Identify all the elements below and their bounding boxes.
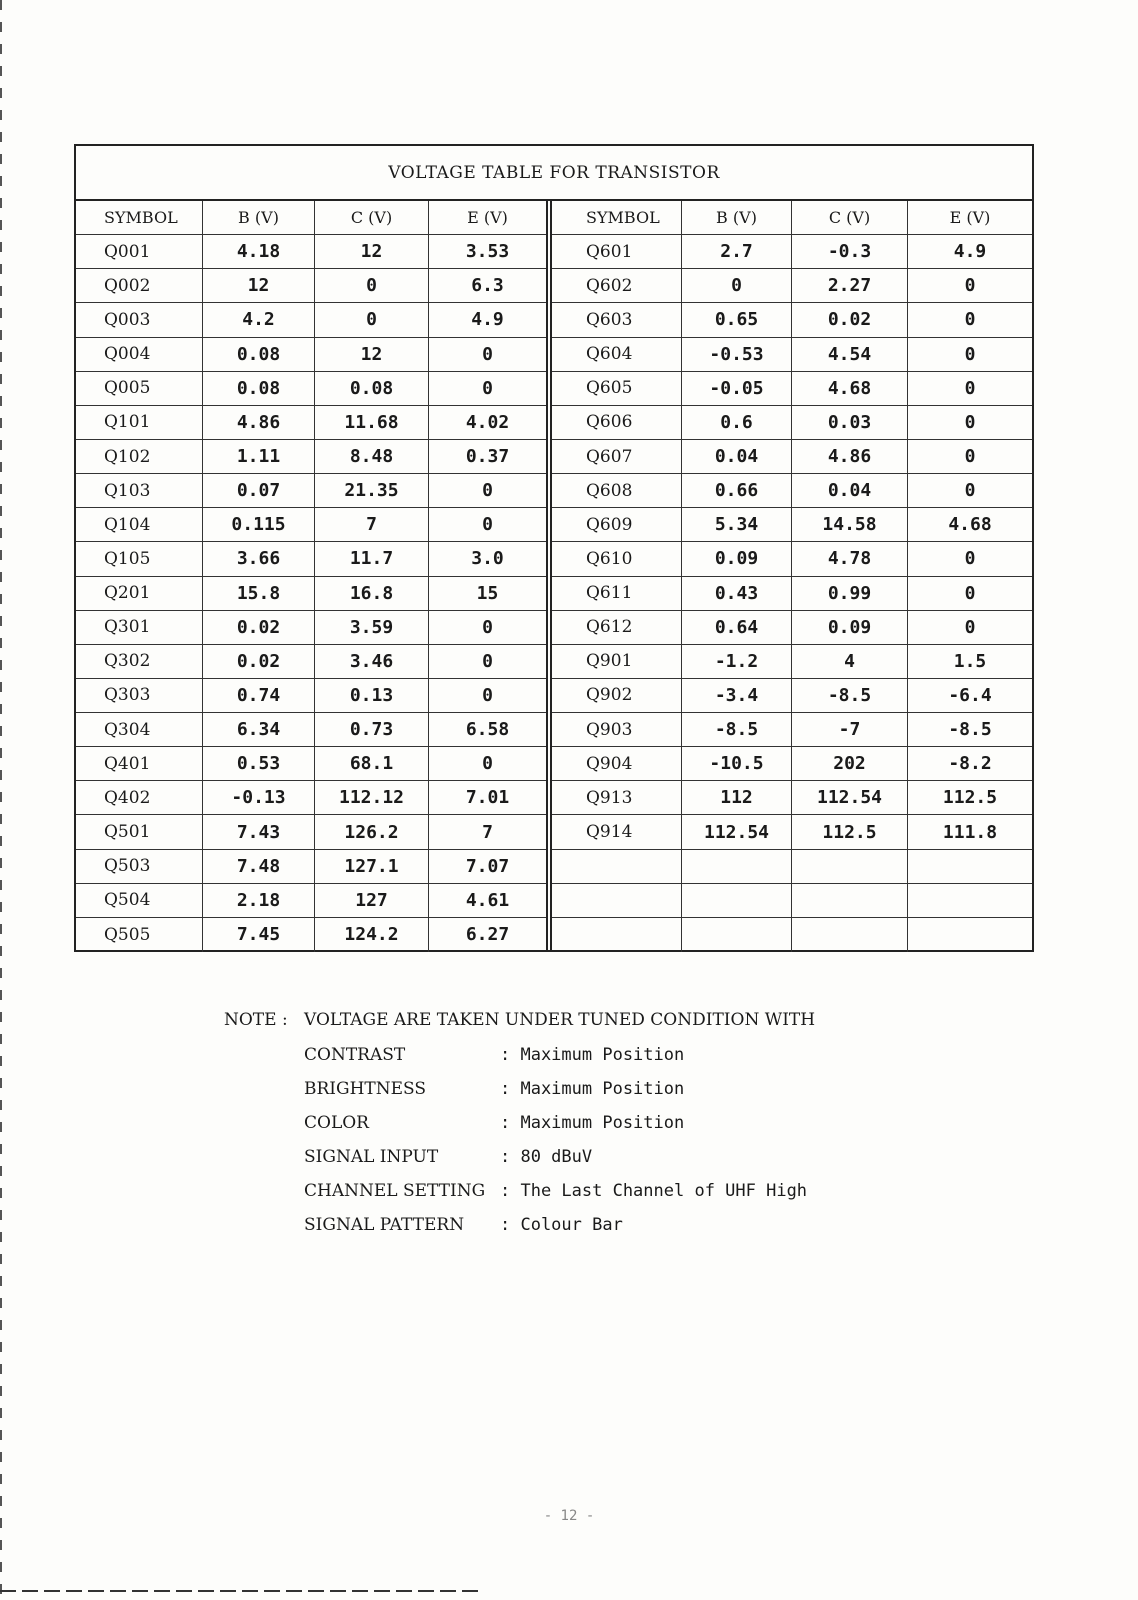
right-row-4-col-0: Q605 — [552, 372, 681, 406]
left-row-2-col-1: 4.2 — [202, 303, 314, 337]
left-row-6-col-1: 1.11 — [202, 440, 314, 474]
left-row-3-col-1: 0.08 — [202, 338, 314, 372]
scan-edge-marks — [0, 0, 2, 1600]
right-row-20-col-2 — [791, 918, 907, 952]
note-label: NOTE : — [224, 1010, 288, 1030]
right-header-3: E (V) — [907, 201, 1032, 235]
left-row-0-col-2: 12 — [314, 235, 428, 269]
right-row-17-col-1: 112.54 — [681, 815, 791, 849]
left-row-11-col-3: 0 — [428, 611, 546, 645]
left-row-1-col-3: 6.3 — [428, 269, 546, 303]
left-row-12-col-2: 3.46 — [314, 645, 428, 679]
right-row-19-col-1 — [681, 884, 791, 918]
left-row-3-col-3: 0 — [428, 338, 546, 372]
right-row-18-col-2 — [791, 850, 907, 884]
left-row-11-col-0: Q301 — [76, 611, 202, 645]
right-row-5-col-2: 0.03 — [791, 406, 907, 440]
right-row-16-col-0: Q913 — [552, 781, 681, 815]
left-row-9-col-3: 3.0 — [428, 542, 546, 576]
left-row-2-col-2: 0 — [314, 303, 428, 337]
right-row-14-col-2: -7 — [791, 713, 907, 747]
note-condition-row — [304, 1208, 815, 1242]
left-row-13-col-3: 0 — [428, 679, 546, 713]
left-row-8-col-1: 0.115 — [202, 508, 314, 542]
left-row-1-col-2: 0 — [314, 269, 428, 303]
left-row-19-col-2: 127 — [314, 884, 428, 918]
left-row-0-col-0: Q001 — [76, 235, 202, 269]
right-row-3-col-2: 4.54 — [791, 338, 907, 372]
right-row-11-col-3: 0 — [907, 611, 1032, 645]
right-row-1-col-1: 0 — [681, 269, 791, 303]
right-row-0-col-2: -0.3 — [791, 235, 907, 269]
left-row-13-col-2: 0.13 — [314, 679, 428, 713]
condition-key: CONTRAST — [304, 1045, 406, 1065]
right-header-1: B (V) — [681, 201, 791, 235]
left-row-8-col-0: Q104 — [76, 508, 202, 542]
left-row-14-col-2: 0.73 — [314, 713, 428, 747]
left-row-7-col-1: 0.07 — [202, 474, 314, 508]
right-row-9-col-0: Q610 — [552, 542, 681, 576]
left-row-14-col-0: Q304 — [76, 713, 202, 747]
right-row-12-col-2: 4 — [791, 645, 907, 679]
left-row-19-col-1: 2.18 — [202, 884, 314, 918]
left-row-6-col-3: 0.37 — [428, 440, 546, 474]
right-row-2-col-1: 0.65 — [681, 303, 791, 337]
page-number: - 12 - — [543, 1508, 595, 1524]
right-row-19-col-3 — [907, 884, 1032, 918]
note-condition-row — [304, 1072, 815, 1106]
right-header-0: SYMBOL — [552, 201, 681, 235]
note-condition-row — [304, 1038, 815, 1072]
left-row-9-col-2: 11.7 — [314, 542, 428, 576]
note-text: VOLTAGE ARE TAKEN UNDER TUNED CONDITION WITH — [304, 1010, 816, 1030]
right-row-1-col-0: Q602 — [552, 269, 681, 303]
right-row-9-col-3: 0 — [907, 542, 1032, 576]
right-row-15-col-1: -10.5 — [681, 747, 791, 781]
scan-bottom-marks — [0, 1590, 480, 1592]
left-row-4-col-0: Q005 — [76, 372, 202, 406]
right-row-15-col-0: Q904 — [552, 747, 681, 781]
right-row-13-col-1: -3.4 — [681, 679, 791, 713]
right-row-17-col-0: Q914 — [552, 815, 681, 849]
condition-value: : Colour Bar — [500, 1215, 623, 1235]
right-row-14-col-0: Q903 — [552, 713, 681, 747]
left-row-12-col-1: 0.02 — [202, 645, 314, 679]
right-row-7-col-3: 0 — [907, 474, 1032, 508]
left-row-20-col-1: 7.45 — [202, 918, 314, 952]
right-row-4-col-1: -0.05 — [681, 372, 791, 406]
left-row-2-col-3: 4.9 — [428, 303, 546, 337]
left-row-6-col-0: Q102 — [76, 440, 202, 474]
right-row-0-col-1: 2.7 — [681, 235, 791, 269]
voltage-table — [74, 144, 1034, 952]
left-row-4-col-3: 0 — [428, 372, 546, 406]
left-row-14-col-3: 6.58 — [428, 713, 546, 747]
right-row-7-col-1: 0.66 — [681, 474, 791, 508]
left-header-3: E (V) — [428, 201, 546, 235]
condition-key: CHANNEL SETTING — [304, 1181, 486, 1201]
right-row-17-col-2: 112.5 — [791, 815, 907, 849]
left-row-1-col-1: 12 — [202, 269, 314, 303]
left-row-11-col-1: 0.02 — [202, 611, 314, 645]
note-conditions — [304, 1038, 815, 1242]
table-left-half — [76, 201, 546, 952]
right-row-13-col-2: -8.5 — [791, 679, 907, 713]
right-row-11-col-1: 0.64 — [681, 611, 791, 645]
left-row-1-col-0: Q002 — [76, 269, 202, 303]
right-row-10-col-2: 0.99 — [791, 577, 907, 611]
right-row-12-col-1: -1.2 — [681, 645, 791, 679]
right-row-5-col-3: 0 — [907, 406, 1032, 440]
right-row-14-col-3: -8.5 — [907, 713, 1032, 747]
right-row-1-col-2: 2.27 — [791, 269, 907, 303]
right-row-0-col-0: Q601 — [552, 235, 681, 269]
left-row-15-col-1: 0.53 — [202, 747, 314, 781]
left-row-5-col-1: 4.86 — [202, 406, 314, 440]
left-row-10-col-1: 15.8 — [202, 577, 314, 611]
left-row-17-col-3: 7 — [428, 815, 546, 849]
right-row-18-col-1 — [681, 850, 791, 884]
right-row-6-col-3: 0 — [907, 440, 1032, 474]
left-row-10-col-0: Q201 — [76, 577, 202, 611]
right-row-4-col-3: 0 — [907, 372, 1032, 406]
right-row-8-col-1: 5.34 — [681, 508, 791, 542]
right-row-4-col-2: 4.68 — [791, 372, 907, 406]
right-row-9-col-2: 4.78 — [791, 542, 907, 576]
right-row-6-col-1: 0.04 — [681, 440, 791, 474]
left-row-18-col-3: 7.07 — [428, 850, 546, 884]
right-row-10-col-1: 0.43 — [681, 577, 791, 611]
left-row-19-col-0: Q504 — [76, 884, 202, 918]
right-row-8-col-3: 4.68 — [907, 508, 1032, 542]
condition-value: : The Last Channel of UHF High — [500, 1181, 808, 1201]
right-row-20-col-3 — [907, 918, 1032, 952]
left-row-20-col-2: 124.2 — [314, 918, 428, 952]
right-row-7-col-0: Q608 — [552, 474, 681, 508]
condition-value: : Maximum Position — [500, 1079, 685, 1099]
right-row-3-col-1: -0.53 — [681, 338, 791, 372]
left-row-20-col-0: Q505 — [104, 924, 151, 945]
left-row-20-col-3: 6.27 — [428, 918, 546, 952]
left-row-9-col-0: Q105 — [76, 542, 202, 576]
right-row-11-col-0: Q612 — [552, 611, 681, 645]
left-row-14-col-1: 6.34 — [202, 713, 314, 747]
right-row-13-col-0: Q902 — [552, 679, 681, 713]
left-row-16-col-2: 112.12 — [314, 781, 428, 815]
left-row-18-col-0: Q503 — [76, 850, 202, 884]
condition-key: BRIGHTNESS — [304, 1079, 427, 1099]
left-row-5-col-3: 4.02 — [428, 406, 546, 440]
left-row-15-col-0: Q401 — [76, 747, 202, 781]
right-row-11-col-2: 0.09 — [791, 611, 907, 645]
right-row-19-col-2 — [791, 884, 907, 918]
right-header-2: C (V) — [791, 201, 907, 235]
left-row-16-col-0: Q402 — [76, 781, 202, 815]
right-row-5-col-1: 0.6 — [681, 406, 791, 440]
left-row-17-col-1: 7.43 — [202, 815, 314, 849]
left-row-5-col-2: 11.68 — [314, 406, 428, 440]
right-row-16-col-2: 112.54 — [791, 781, 907, 815]
condition-value: : 80 dBuV — [500, 1147, 593, 1167]
right-row-10-col-0: Q611 — [552, 577, 681, 611]
condition-key: SIGNAL INPUT — [304, 1147, 439, 1167]
right-row-6-col-2: 4.86 — [791, 440, 907, 474]
left-row-19-col-3: 4.61 — [428, 884, 546, 918]
left-row-13-col-0: Q303 — [76, 679, 202, 713]
right-row-15-col-2: 202 — [791, 747, 907, 781]
right-row-13-col-3: -6.4 — [907, 679, 1032, 713]
left-row-4-col-1: 0.08 — [202, 372, 314, 406]
right-row-8-col-0: Q609 — [552, 508, 681, 542]
right-row-7-col-2: 0.04 — [791, 474, 907, 508]
left-row-8-col-3: 0 — [428, 508, 546, 542]
note-section — [224, 1010, 815, 1242]
right-row-3-col-0: Q604 — [552, 338, 681, 372]
right-row-10-col-3: 0 — [907, 577, 1032, 611]
condition-value: : Maximum Position — [500, 1045, 685, 1065]
right-row-14-col-1: -8.5 — [681, 713, 791, 747]
right-row-12-col-0: Q901 — [552, 645, 681, 679]
left-row-18-col-1: 7.48 — [202, 850, 314, 884]
right-row-8-col-2: 14.58 — [791, 508, 907, 542]
left-row-15-col-3: 0 — [428, 747, 546, 781]
left-row-6-col-2: 8.48 — [314, 440, 428, 474]
left-row-7-col-0: Q103 — [76, 474, 202, 508]
right-row-6-col-0: Q607 — [552, 440, 681, 474]
right-row-18-col-3 — [907, 850, 1032, 884]
right-row-0-col-3: 4.9 — [907, 235, 1032, 269]
condition-value: : Maximum Position — [500, 1113, 685, 1133]
table-right-half — [552, 201, 1032, 952]
right-row-16-col-1: 112 — [681, 781, 791, 815]
left-row-17-col-2: 126.2 — [314, 815, 428, 849]
left-row-7-col-2: 21.35 — [314, 474, 428, 508]
right-row-18-col-0 — [552, 850, 681, 884]
table-title: VOLTAGE TABLE FOR TRANSISTOR — [76, 146, 1032, 201]
right-row-2-col-2: 0.02 — [791, 303, 907, 337]
left-row-10-col-3: 15 — [428, 577, 546, 611]
left-row-18-col-2: 127.1 — [314, 850, 428, 884]
right-row-2-col-3: 0 — [907, 303, 1032, 337]
right-row-2-col-0: Q603 — [552, 303, 681, 337]
left-row-17-col-0: Q501 — [76, 815, 202, 849]
left-row-16-col-1: -0.13 — [202, 781, 314, 815]
left-header-1: B (V) — [202, 201, 314, 235]
right-row-5-col-0: Q606 — [552, 406, 681, 440]
left-row-7-col-3: 0 — [428, 474, 546, 508]
right-row-9-col-1: 0.09 — [681, 542, 791, 576]
left-header-0: SYMBOL — [76, 201, 202, 235]
right-row-15-col-3: -8.2 — [907, 747, 1032, 781]
left-row-0-col-3: 3.53 — [428, 235, 546, 269]
right-row-19-col-0 — [552, 884, 681, 918]
right-row-16-col-3: 112.5 — [907, 781, 1032, 815]
condition-key: COLOR — [304, 1113, 369, 1133]
left-row-0-col-1: 4.18 — [202, 235, 314, 269]
right-row-20-col-0 — [552, 918, 681, 952]
left-row-12-col-3: 0 — [428, 645, 546, 679]
left-row-13-col-1: 0.74 — [202, 679, 314, 713]
left-row-3-col-2: 12 — [314, 338, 428, 372]
left-row-12-col-0: Q302 — [76, 645, 202, 679]
right-row-3-col-3: 0 — [907, 338, 1032, 372]
right-row-12-col-3: 1.5 — [907, 645, 1032, 679]
left-row-5-col-0: Q101 — [76, 406, 202, 440]
note-condition-row — [304, 1106, 815, 1140]
left-row-2-col-0: Q003 — [76, 303, 202, 337]
left-row-10-col-2: 16.8 — [314, 577, 428, 611]
right-row-20-col-1 — [681, 918, 791, 952]
condition-key: SIGNAL PATTERN — [304, 1215, 465, 1235]
left-row-16-col-3: 7.01 — [428, 781, 546, 815]
left-row-9-col-1: 3.66 — [202, 542, 314, 576]
left-row-3-col-0: Q004 — [76, 338, 202, 372]
note-condition-row — [304, 1174, 815, 1208]
left-row-4-col-2: 0.08 — [314, 372, 428, 406]
left-header-2: C (V) — [314, 201, 428, 235]
right-row-1-col-3: 0 — [907, 269, 1032, 303]
note-condition-row — [304, 1140, 815, 1174]
left-row-15-col-2: 68.1 — [314, 747, 428, 781]
left-row-8-col-2: 7 — [314, 508, 428, 542]
left-row-11-col-2: 3.59 — [314, 611, 428, 645]
right-row-17-col-3: 111.8 — [907, 815, 1032, 849]
